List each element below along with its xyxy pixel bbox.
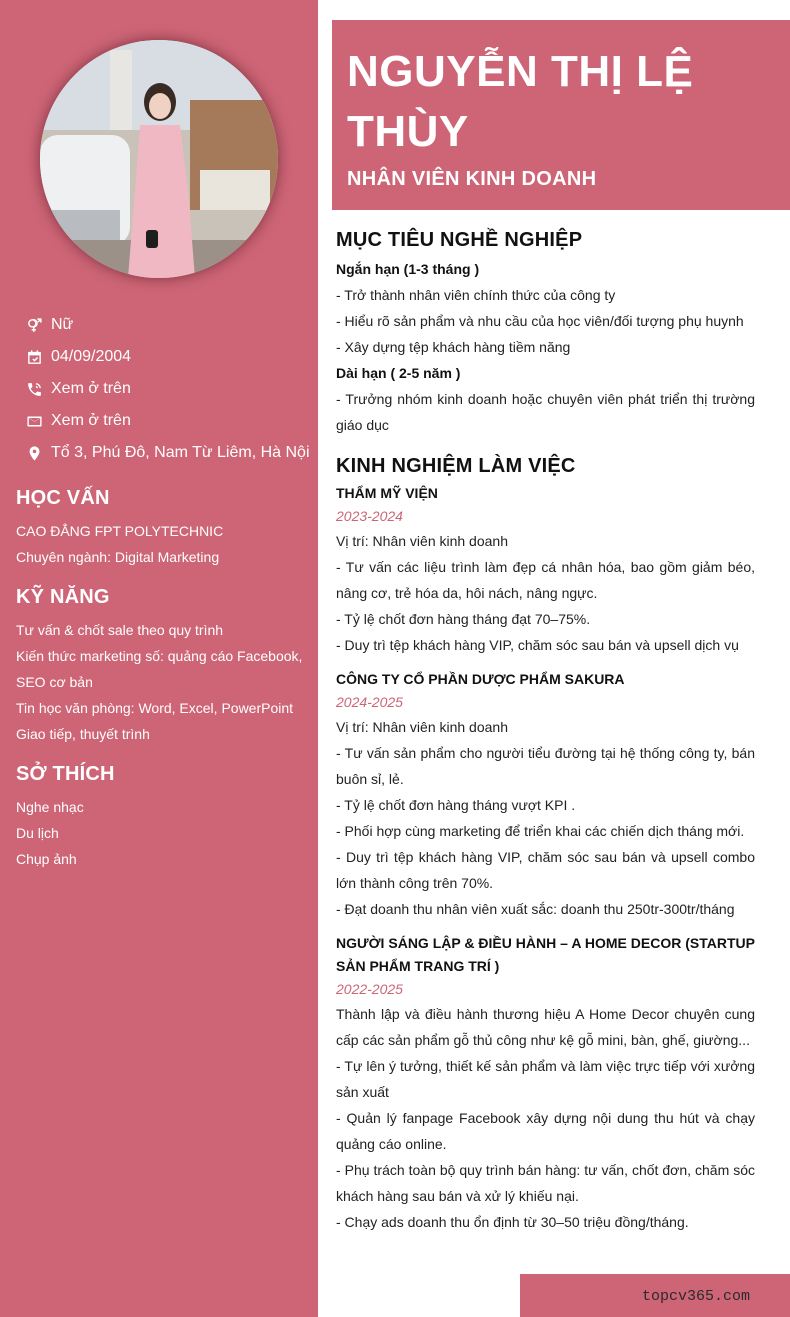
hobby-item: Du lịch <box>16 825 59 841</box>
objective-line: - Trưởng nhóm kinh doanh hoặc chuyên viên phát triển thị trường giáo dục <box>336 391 755 433</box>
job-company: CÔNG TY CỔ PHẦN DƯỢC PHẨM SAKURA <box>336 671 625 687</box>
phone-icon <box>24 379 44 399</box>
watermark-text: topcv365.com <box>641 1288 750 1305</box>
job-entry <box>336 482 755 658</box>
experience-section <box>336 450 755 1235</box>
gender-icon <box>24 315 44 335</box>
job-line: - Tư vấn sản phẩm cho người tiểu đường tại hệ thống công ty, bán buôn sỉ, lẻ. <box>336 745 755 787</box>
email-text: Xem ở trên <box>51 412 131 429</box>
skill-item: Giao tiếp, thuyết trình <box>16 726 150 742</box>
location-icon <box>24 443 44 463</box>
job-role: NHÂN VIÊN KINH DOANH <box>347 168 597 190</box>
skills-section <box>16 583 308 747</box>
footer-watermark <box>520 1274 790 1317</box>
address-text: Tổ 3, Phú Đô, Nam Từ Liêm, Hà Nội <box>51 444 310 461</box>
job-dates: 2023-2024 <box>336 508 403 524</box>
job-entry <box>336 932 755 1235</box>
objective-line: - Xây dựng tệp khách hàng tiềm năng <box>336 339 571 355</box>
job-line: Vị trí: Nhân viên kinh doanh <box>336 719 508 735</box>
email-icon <box>24 411 44 431</box>
job-line: - Quản lý fanpage Facebook xây dựng nội dung thu hút và chạy quảng cáo online. <box>336 1110 755 1152</box>
job-line: - Phối hợp cùng marketing để triển khai các chiến dịch tháng mới. <box>336 823 745 839</box>
education-title: HỌC VẤN <box>16 487 110 509</box>
contact-email <box>24 405 314 437</box>
job-line: - Chạy ads doanh thu ổn định từ 30–50 triệu đồng/tháng. <box>336 1214 689 1230</box>
contact-info <box>24 309 314 469</box>
main-content <box>336 224 755 1235</box>
job-line: - Đạt doanh thu nhân viên xuất sắc: doanh thu 250tr-300tr/tháng <box>336 901 735 917</box>
sidebar <box>0 0 318 1317</box>
skill-item: Tin học văn phòng: Word, Excel, PowerPoint <box>16 700 294 716</box>
experience-title: KINH NGHIỆM LÀM VIỆC <box>336 455 576 477</box>
skill-item: Tư vấn & chốt sale theo quy trình <box>16 622 224 638</box>
avatar <box>40 40 278 278</box>
contact-address <box>24 437 314 469</box>
objective-short-title: Ngắn hạn (1-3 tháng ) <box>336 261 480 277</box>
job-line: - Duy trì tệp khách hàng VIP, chăm sóc sau bán và upsell dịch vụ <box>336 637 739 653</box>
hobbies-title: SỞ THÍCH <box>16 763 115 785</box>
objective-title: MỤC TIÊU NGHỀ NGHIỆP <box>336 229 583 251</box>
skill-item: Kiến thức marketing số: quảng cáo Facebook, SEO cơ bản <box>16 648 303 690</box>
objective-line: - Trở thành nhân viên chính thức của công ty <box>336 287 616 303</box>
contact-birthdate <box>24 341 314 373</box>
job-line: - Phụ trách toàn bộ quy trình bán hàng: tư vấn, chốt đơn, chăm sóc khách hàng sau bán và xử lý khiếu nại. <box>336 1162 755 1204</box>
job-dates: 2022-2025 <box>336 981 403 997</box>
job-line: - Tự lên ý tưởng, thiết kế sản phẩm và làm việc trực tiếp với xưởng sản xuất <box>336 1058 755 1100</box>
job-dates: 2024-2025 <box>336 694 403 710</box>
contact-gender <box>24 309 314 341</box>
education-item: CAO ĐẲNG FPT POLYTECHNIC <box>16 523 224 539</box>
full-name-line2: THÙY <box>347 107 469 156</box>
job-company: NGƯỜI SÁNG LẬP & ĐIỀU HÀNH – A HOME DECOR (STARTUP SẢN PHẨM TRANG TRÍ ) <box>336 935 755 974</box>
hobbies-section <box>16 760 308 872</box>
name-header <box>332 20 790 210</box>
avatar-photo <box>40 40 278 278</box>
education-section <box>16 484 308 570</box>
hobby-item: Nghe nhạc <box>16 799 84 815</box>
birthdate-text: 04/09/2004 <box>51 348 132 365</box>
job-line: Vị trí: Nhân viên kinh doanh <box>336 533 508 549</box>
gender-text: Nữ <box>51 316 74 333</box>
job-line: Thành lập và điều hành thương hiệu A Home Decor chuyên cung cấp các sản phẩm gỗ thủ công như kệ gỗ mini, bàn, ghế, giường... <box>336 1006 755 1048</box>
job-line: - Duy trì tệp khách hàng VIP, chăm sóc sau bán và upsell combo lớn thành công trên 70%. <box>336 849 755 891</box>
full-name-line1: NGUYỄN THỊ LỆ <box>347 47 694 96</box>
calendar-icon <box>24 347 44 367</box>
contact-phone <box>24 373 314 405</box>
objective-long-title: Dài hạn ( 2-5 năm ) <box>336 365 461 381</box>
objective-line: - Hiểu rõ sản phẩm và nhu cầu của học viên/đối tượng phụ huynh <box>336 313 744 329</box>
job-entry <box>336 668 755 922</box>
objective-section <box>336 224 755 438</box>
job-line: - Tỷ lệ chốt đơn hàng tháng vượt KPI . <box>336 797 576 813</box>
job-line: - Tư vấn các liệu trình làm đẹp cá nhân hóa, bao gồm giảm béo, nâng cơ, trẻ hóa da, hôi nách, nâng ngực. <box>336 559 755 601</box>
skills-title: KỸ NĂNG <box>16 586 110 608</box>
phone-text: Xem ở trên <box>51 380 131 397</box>
job-line: - Tỷ lệ chốt đơn hàng tháng đạt 70–75%. <box>336 611 591 627</box>
education-item: Chuyên ngành: Digital Marketing <box>16 549 220 565</box>
hobby-item: Chụp ảnh <box>16 851 77 867</box>
job-company: THẨM MỸ VIỆN <box>336 485 438 501</box>
